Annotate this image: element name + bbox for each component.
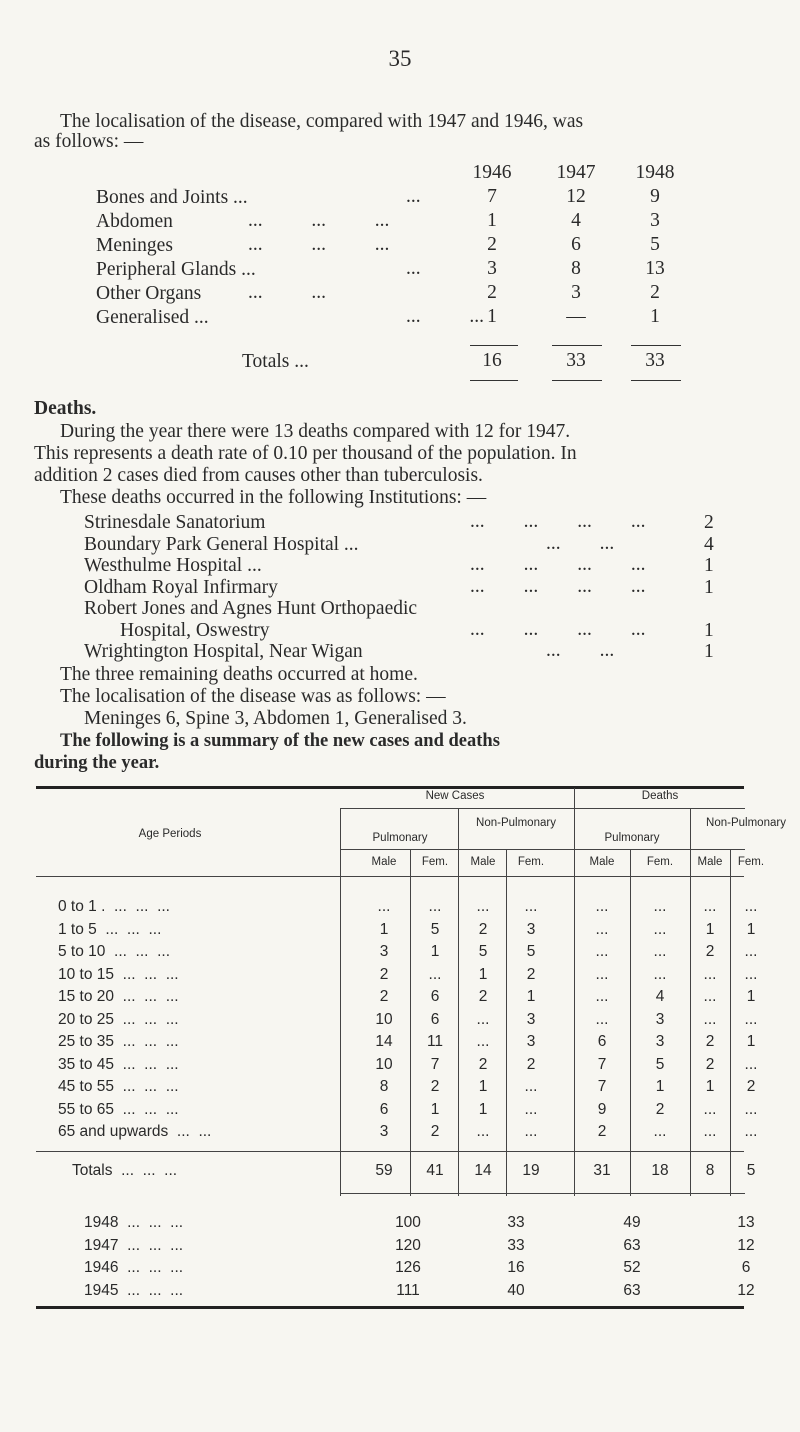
age-period-value: ...: [744, 898, 758, 915]
table-column-rule: [574, 788, 575, 1196]
age-period-value: 2: [705, 943, 715, 960]
localisation-value: 1: [487, 210, 497, 231]
age-period-value: 2: [430, 1078, 440, 1095]
age-period-value: ...: [476, 1123, 490, 1140]
age-period-value: ...: [703, 898, 717, 915]
year-summary-value: 100: [395, 1214, 421, 1231]
year-summary-label: 1948 ... ... ...: [84, 1214, 184, 1231]
sex-header: Male: [697, 856, 723, 868]
age-period-value: 2: [379, 965, 389, 983]
age-period-value: 2: [746, 1078, 756, 1095]
sub-header-pulmonary-cases: Pulmonary: [372, 832, 428, 844]
totals-row-value: 5: [746, 1162, 756, 1179]
localisation-value: 13: [645, 258, 665, 279]
table-column-rule: [340, 808, 341, 1196]
age-period-value: 2: [379, 988, 389, 1005]
age-period-label: 65 and upwards ... ...: [58, 1123, 212, 1140]
age-period-value: 3: [379, 1123, 389, 1140]
localisation-dots: ...: [406, 258, 421, 279]
table-column-rule: [410, 850, 411, 1196]
total-rule-1947-bottom: [552, 380, 602, 381]
age-period-value: ...: [703, 1100, 717, 1118]
age-period-value: 1: [478, 1078, 488, 1095]
localisation-value: 1: [487, 306, 497, 327]
sub-header-pulmonary-deaths: Pulmonary: [604, 832, 660, 844]
header-bottom-rule: [36, 876, 744, 877]
age-period-value: 1: [705, 920, 715, 938]
sex-header: Male: [470, 856, 496, 868]
localisation-dots: ... ... ...: [248, 210, 390, 231]
year-summary-value: 6: [741, 1259, 751, 1276]
localisation-value: 2: [487, 282, 497, 303]
totals-row-value: 8: [705, 1162, 715, 1179]
age-period-value: ...: [744, 943, 758, 960]
age-period-value: ...: [703, 1123, 717, 1140]
localisation-label: Generalised ...: [96, 307, 209, 328]
age-period-value: 2: [478, 1055, 488, 1073]
year-summary-label: 1947 ... ... ...: [84, 1236, 184, 1254]
localisation-value: 7: [487, 186, 497, 207]
age-period-value: 3: [655, 1033, 665, 1050]
age-period-value: ...: [428, 898, 442, 915]
age-period-value: 2: [526, 1055, 536, 1073]
localisation-value: 6: [571, 234, 581, 255]
year-summary-value: 52: [623, 1259, 641, 1276]
localisation-value: 1: [650, 306, 660, 327]
table-column-rule: [458, 808, 459, 1196]
age-period-value: ...: [428, 965, 442, 983]
group-header-deaths: Deaths: [641, 790, 679, 802]
age-period-value: 5: [655, 1055, 665, 1073]
age-period-value: 1: [526, 988, 536, 1005]
total-rule-1948-top: [631, 345, 681, 346]
institution-name: Boundary Park General Hospital ...: [84, 533, 359, 555]
year-summary-value: 120: [395, 1236, 421, 1254]
year-header-1948: 1948: [635, 162, 675, 183]
age-period-value: 10: [375, 1010, 393, 1028]
group-header-new-cases: New Cases: [425, 790, 485, 802]
intro-line-1: The localisation of the disease, compared with 1947 and 1946, was: [60, 111, 584, 132]
year-summary-value: 111: [396, 1281, 420, 1299]
localisation-label: Bones and Joints ...: [96, 187, 248, 208]
localisation-dots: ...: [406, 186, 421, 207]
totals-top-rule: [36, 1151, 744, 1152]
summary-intro-2: during the year.: [34, 753, 160, 773]
institution-name: Westhulme Hospital ...: [84, 555, 262, 576]
localisation-value: 4: [571, 210, 581, 231]
total-rule-1948-bottom: [631, 380, 681, 381]
sex-header: Fem.: [421, 856, 449, 868]
institution-dots: ... ... ... ...: [470, 511, 646, 532]
deaths-para-3: addition 2 cases died from causes other than tuberculosis.: [34, 465, 483, 486]
table-bottom-rule: [36, 1306, 744, 1309]
age-period-label: 15 to 20 ... ... ...: [58, 988, 179, 1005]
table-column-rule: [630, 850, 631, 1196]
age-period-value: 1: [746, 920, 756, 938]
totals-row-label: Totals ... ... ...: [72, 1162, 178, 1179]
age-period-label: 35 to 45 ... ... ...: [58, 1055, 179, 1073]
age-period-value: 1: [705, 1078, 715, 1095]
age-period-value: ...: [744, 1010, 758, 1028]
age-period-value: ...: [703, 1010, 717, 1028]
localisation-value: 8: [571, 258, 581, 279]
age-period-value: ...: [524, 898, 538, 915]
age-period-value: ...: [476, 898, 490, 915]
age-period-label: 10 to 15 ... ... ...: [58, 965, 179, 983]
institution-name: Strinesdale Sanatorium: [84, 512, 266, 533]
age-period-value: 2: [655, 1100, 665, 1118]
intro-line-2: as follows: —: [34, 131, 144, 152]
age-period-value: ...: [595, 988, 609, 1005]
age-period-value: ...: [744, 1123, 758, 1140]
localisation-label: Peripheral Glands ...: [96, 259, 256, 280]
age-period-value: 8: [379, 1078, 389, 1095]
year-summary-value: 33: [507, 1236, 525, 1254]
table-top-rule: [36, 786, 744, 789]
age-period-value: 3: [379, 943, 389, 960]
institution-count: 1: [704, 619, 714, 641]
sex-header: Fem.: [517, 856, 545, 868]
total-1948: 33: [645, 350, 665, 371]
age-period-value: 5: [430, 920, 440, 938]
age-period-label: 0 to 1 . ... ... ...: [58, 898, 170, 915]
age-period-value: 2: [597, 1123, 607, 1140]
localisation-dots: ... ...: [248, 282, 326, 303]
institution-name: Oldham Royal Infirmary: [84, 576, 278, 598]
localisation-value: 2: [650, 282, 660, 303]
total-rule-1946-bottom: [470, 380, 518, 381]
year-summary-value: 49: [623, 1214, 641, 1231]
age-period-value: 6: [430, 1010, 440, 1028]
age-period-value: ...: [524, 1123, 538, 1140]
sex-header: Male: [589, 856, 615, 868]
institution-dots: ... ... ... ...: [470, 575, 646, 597]
age-period-label: 25 to 35 ... ... ...: [58, 1033, 179, 1050]
summary-intro-1: The following is a summary of the new cases and deaths: [60, 731, 500, 751]
year-summary-value: 63: [623, 1281, 641, 1299]
institution-name: Hospital, Oswestry: [120, 619, 270, 641]
age-period-value: 2: [430, 1123, 440, 1140]
institution-count: 1: [704, 576, 714, 598]
localisation-label: Meninges: [96, 235, 173, 256]
sex-header: Fem.: [737, 856, 765, 868]
age-period-value: 2: [705, 1055, 715, 1073]
age-period-value: 1: [655, 1078, 665, 1095]
sex-header: Male: [371, 856, 397, 868]
age-period-value: 6: [430, 988, 440, 1005]
year-summary-value: 63: [623, 1236, 641, 1254]
localisation-label: Other Organs: [96, 283, 202, 304]
age-period-value: 1: [746, 988, 756, 1005]
age-period-value: 1: [430, 1100, 440, 1118]
sub-header-rule: [340, 849, 745, 850]
age-period-value: ...: [476, 1010, 490, 1028]
totals-bottom-rule: [340, 1193, 745, 1194]
age-period-value: 7: [430, 1055, 440, 1073]
year-summary-value: 40: [507, 1281, 525, 1299]
age-period-value: 5: [478, 943, 488, 960]
localisation-value: 3: [487, 258, 497, 279]
page-number: 35: [388, 46, 412, 71]
localisation-value: —: [566, 306, 586, 327]
death-localisation-values: Meninges 6, Spine 3, Abdomen 1, Generalised 3.: [84, 708, 467, 729]
sub-header-nonpulmonary-deaths: Non-Pulmonary: [706, 817, 786, 829]
table-column-rule: [690, 808, 691, 1196]
age-period-value: 9: [597, 1100, 607, 1118]
age-period-value: ...: [744, 965, 758, 983]
age-period-value: ...: [653, 898, 667, 915]
institution-name: Robert Jones and Agnes Hunt Orthopaedic: [84, 598, 418, 619]
totals-row-value: 41: [426, 1162, 444, 1179]
total-rule-1946-top: [470, 345, 518, 346]
institution-dots: ... ... ... ...: [470, 554, 646, 575]
year-header-1946: 1946: [472, 162, 512, 183]
localisation-label: Abdomen: [96, 211, 173, 232]
age-period-value: 1: [379, 920, 389, 938]
total-1947: 33: [566, 350, 586, 371]
sub-header-nonpulmonary-cases: Non-Pulmonary: [476, 817, 556, 829]
age-period-value: ...: [653, 1123, 667, 1140]
age-period-value: 3: [526, 1010, 536, 1028]
sex-header: Fem.: [646, 856, 674, 868]
age-period-label: 5 to 10 ... ... ...: [58, 943, 170, 960]
totals-row-value: 14: [474, 1162, 492, 1179]
age-periods-header: Age Periods: [138, 828, 202, 840]
year-summary-value: 12: [737, 1281, 755, 1299]
age-period-value: 6: [597, 1033, 607, 1050]
age-period-value: ...: [653, 943, 667, 960]
year-summary-value: 126: [395, 1259, 421, 1276]
age-period-label: 45 to 55 ... ... ...: [58, 1078, 179, 1095]
localisation-value: 9: [650, 186, 660, 207]
age-period-value: 7: [597, 1055, 607, 1073]
institution-count: 4: [704, 533, 714, 555]
localisation-dots: ... ...: [406, 306, 484, 327]
age-period-value: ...: [524, 1078, 538, 1095]
age-period-label: 1 to 5 ... ... ...: [58, 920, 162, 938]
age-period-label: 20 to 25 ... ... ...: [58, 1010, 179, 1028]
age-period-value: 10: [375, 1055, 393, 1073]
totals-row-value: 18: [651, 1162, 669, 1179]
deaths-para-1: During the year there were 13 deaths compared with 12 for 1947.: [60, 421, 571, 442]
total-rule-1947-top: [552, 345, 602, 346]
age-period-value: 6: [379, 1100, 389, 1118]
age-period-value: ...: [595, 920, 609, 938]
table-column-rule: [730, 850, 731, 1196]
age-period-value: 2: [478, 988, 488, 1005]
year-summary-value: 16: [507, 1259, 525, 1276]
deaths-heading: Deaths.: [34, 398, 97, 419]
total-1946: 16: [482, 350, 502, 371]
age-period-value: ...: [703, 965, 717, 983]
localisation-value: 3: [571, 282, 581, 303]
totals-row-value: 19: [522, 1162, 540, 1179]
deaths-para-4: These deaths occurred in the following Institutions: —: [60, 487, 487, 508]
totals-label: Totals ...: [242, 351, 309, 372]
institution-dots: ... ... ... ...: [470, 618, 646, 640]
age-period-value: 2: [478, 920, 488, 938]
death-localisation-intro: The localisation of the disease was as follows: —: [60, 686, 446, 707]
age-period-value: 1: [478, 965, 488, 983]
institution-count: 1: [704, 555, 714, 576]
age-period-value: ...: [653, 920, 667, 938]
age-period-value: ...: [653, 965, 667, 983]
table-column-rule: [506, 850, 507, 1196]
age-period-value: 14: [375, 1033, 393, 1050]
localisation-value: 2: [487, 234, 497, 255]
age-period-value: ...: [703, 988, 717, 1005]
localisation-value: 5: [650, 234, 660, 255]
institution-count: 1: [704, 641, 714, 662]
age-period-value: ...: [524, 1100, 538, 1118]
age-period-value: 1: [746, 1033, 756, 1050]
year-summary-label: 1945 ... ... ...: [84, 1281, 184, 1299]
age-period-value: 1: [478, 1100, 488, 1118]
localisation-value: 12: [566, 186, 586, 207]
group-header-rule: [340, 808, 745, 809]
age-period-value: 3: [526, 1033, 536, 1050]
age-period-value: ...: [595, 1010, 609, 1028]
age-period-value: ...: [744, 1055, 758, 1073]
institution-name: Wrightington Hospital, Near Wigan: [84, 641, 363, 662]
age-period-value: 7: [597, 1078, 607, 1095]
institution-dots: ... ...: [546, 640, 615, 661]
deaths-para-2: This represents a death rate of 0.10 per thousand of the population. In: [34, 443, 577, 464]
year-summary-value: 12: [737, 1236, 755, 1254]
age-period-value: 4: [655, 988, 665, 1005]
age-period-value: ...: [377, 898, 391, 915]
year-summary-value: 13: [737, 1214, 755, 1231]
year-header-1947: 1947: [556, 162, 596, 183]
totals-row-value: 31: [593, 1162, 611, 1179]
localisation-value: 3: [650, 210, 660, 231]
age-period-value: 1: [430, 943, 440, 960]
localisation-dots: ... ... ...: [248, 234, 390, 255]
age-period-value: ...: [744, 1100, 758, 1118]
age-period-value: 2: [526, 965, 536, 983]
institution-count: 2: [704, 512, 714, 533]
year-summary-label: 1946 ... ... ...: [84, 1259, 184, 1276]
year-summary-value: 33: [507, 1214, 525, 1231]
age-period-value: 5: [526, 943, 536, 960]
totals-row-value: 59: [375, 1162, 393, 1179]
age-period-value: ...: [476, 1033, 490, 1050]
age-period-value: ...: [595, 943, 609, 960]
age-period-value: 3: [526, 920, 536, 938]
remaining-deaths: The three remaining deaths occurred at home.: [60, 664, 418, 685]
age-period-value: 11: [426, 1033, 444, 1050]
institution-dots: ... ...: [546, 532, 615, 554]
age-period-value: 2: [705, 1033, 715, 1050]
age-period-value: 3: [655, 1010, 665, 1028]
age-period-value: ...: [595, 898, 609, 915]
age-period-label: 55 to 65 ... ... ...: [58, 1100, 179, 1118]
age-period-value: ...: [595, 965, 609, 983]
